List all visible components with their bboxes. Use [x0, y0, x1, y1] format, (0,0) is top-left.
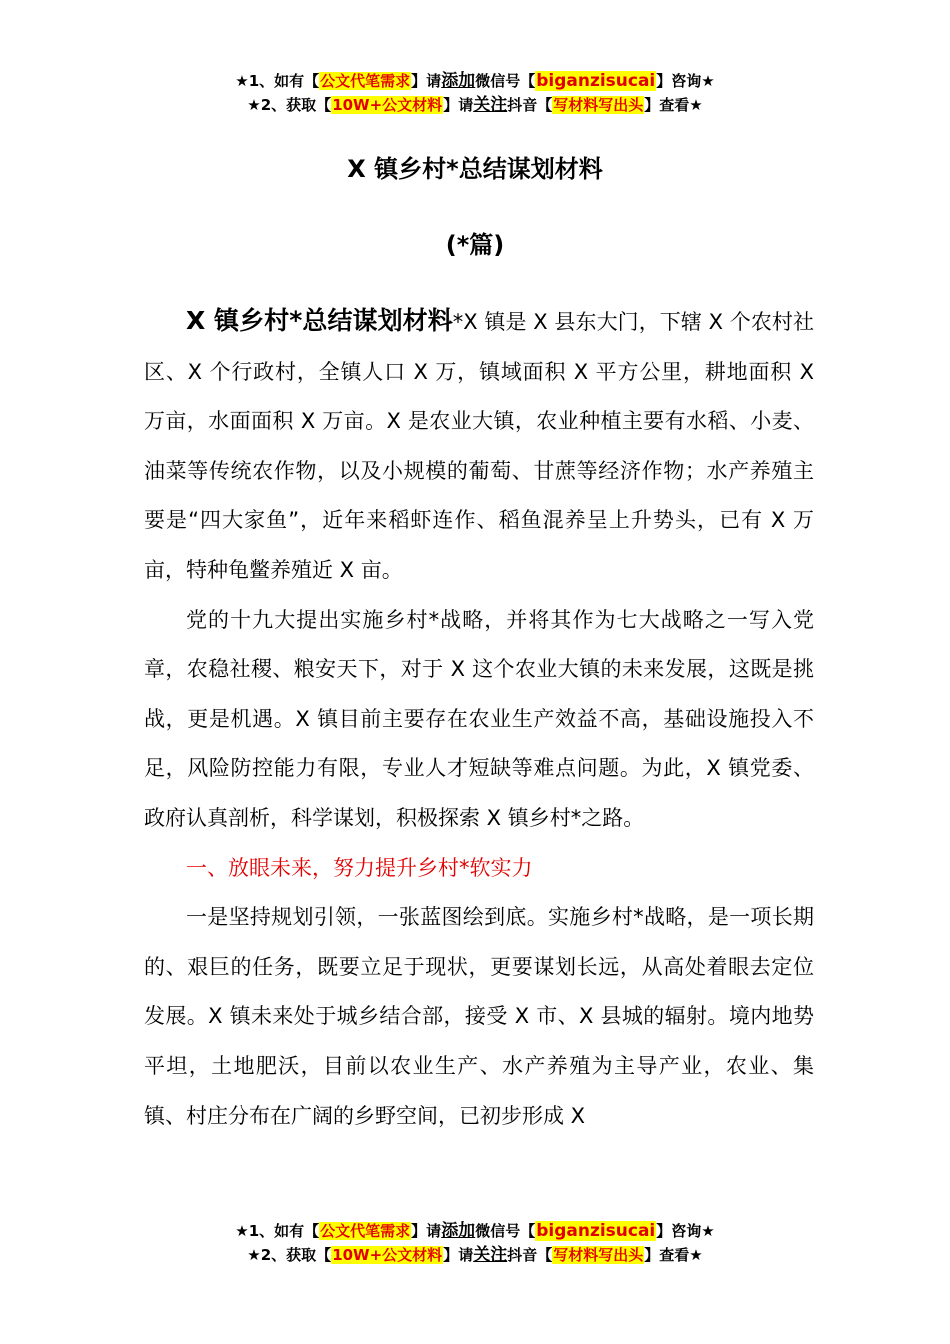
paragraph: 党的十九大提出实施乡村*战略，并将其作为七大战略之一写入党章，农稳社稷、粮安天下，对于 X 这个农业大镇的未来发展，这既是挑战，更是机遇。X 镇目前主要存在农业生产效益不高，基础设施投入不足，风险防控能力有限，专业人才短缺等难点问题。为此，X 镇党委、政府认真剖析，科学谋划，积极探索 X 镇乡村*之路。 — [144, 607, 814, 830]
document-title: X 镇乡村*总结谋划材料 — [347, 155, 603, 183]
paragraph-text: *X 镇是 X 县东大门，下辖 X 个农村社区、X 个行政村，全镇人口 X 万，镇域面积 X 平方公里，耕地面积 X 万亩，水面面积 X 万亩。X 是农业大镇，农业种植主要有水稻、小麦、油菜等传统农作物，以及小规模的葡萄、甘蔗等经济作物；水产养殖主要是“四大家鱼”，近年来稻虾连作、稻鱼混养呈上升势头，已有 X 万亩，特种龟鳖养殖近 X 亩。 — [144, 310, 814, 582]
banner-underlined-text: 添加 — [441, 71, 476, 91]
banner-text: ★1、如有【 — [235, 1222, 320, 1240]
banner-line-2 — [0, 93, 950, 117]
banner-highlight: 公文代笔需求 — [320, 72, 411, 90]
banner-text: 】请 — [411, 72, 442, 90]
banner-highlight: biganzisucai — [536, 71, 656, 91]
paragraph-lead-title: X 镇乡村*总结谋划材料 — [186, 306, 453, 335]
banner-text: 】查看★ — [644, 1246, 703, 1264]
banner-highlight: biganzisucai — [536, 1221, 656, 1241]
banner-line-1 — [0, 69, 950, 93]
banner-text: ★2、获取【 — [247, 1246, 332, 1264]
banner-text: 】咨询★ — [656, 1222, 715, 1240]
section-heading: 一、放眼未来，努力提升乡村*软实力 — [186, 855, 533, 880]
banner-highlight: 10W+公文材料 — [332, 96, 443, 114]
banner-highlight: 写材料写出头 — [553, 96, 644, 114]
banner-text: 】咨询★ — [656, 72, 715, 90]
paragraph: 一是坚持规划引领，一张蓝图绘到底。实施乡村*战略，是一项长期的、艰巨的任务，既要立足于现状，更要谋划长远，从高处着眼去定位发展。X 镇未来处于城乡结合部，接受 X 市、X 县城的辐射。境内地势平坦，土地肥沃，目前以农业生产、水产养殖为主导产业，农业、集镇、村庄分布在广阔的乡野空间，已初步形成 X — [144, 905, 814, 1128]
banner-highlight: 10W+公文材料 — [332, 1246, 443, 1264]
banner-underlined-text: 关注 — [473, 1245, 508, 1265]
banner-text: 抖音【 — [507, 96, 553, 114]
document-subtitle: (*篇) — [445, 231, 505, 259]
banner-text: 微信号【 — [475, 72, 536, 90]
banner-text: 抖音【 — [507, 1246, 553, 1264]
banner-text: ★2、获取【 — [247, 96, 332, 114]
banner-highlight: 公文代笔需求 — [320, 1222, 411, 1240]
banner-underlined-text: 关注 — [473, 95, 508, 115]
banner-underlined-text: 添加 — [441, 1221, 476, 1241]
banner-line-1 — [0, 1219, 950, 1243]
paragraph — [144, 296, 814, 596]
banner-text: 】请 — [411, 1222, 442, 1240]
banner-text: 微信号【 — [475, 1222, 536, 1240]
banner-text: 】请 — [443, 1246, 474, 1264]
banner-text: 】请 — [443, 96, 474, 114]
banner-text: 】查看★ — [644, 96, 703, 114]
banner-highlight: 写材料写出头 — [553, 1246, 644, 1264]
footer-banner — [0, 1219, 950, 1267]
banner-text: ★1、如有【 — [235, 72, 320, 90]
document-body — [144, 296, 814, 1141]
header-banner — [0, 69, 950, 117]
banner-line-2 — [0, 1243, 950, 1267]
